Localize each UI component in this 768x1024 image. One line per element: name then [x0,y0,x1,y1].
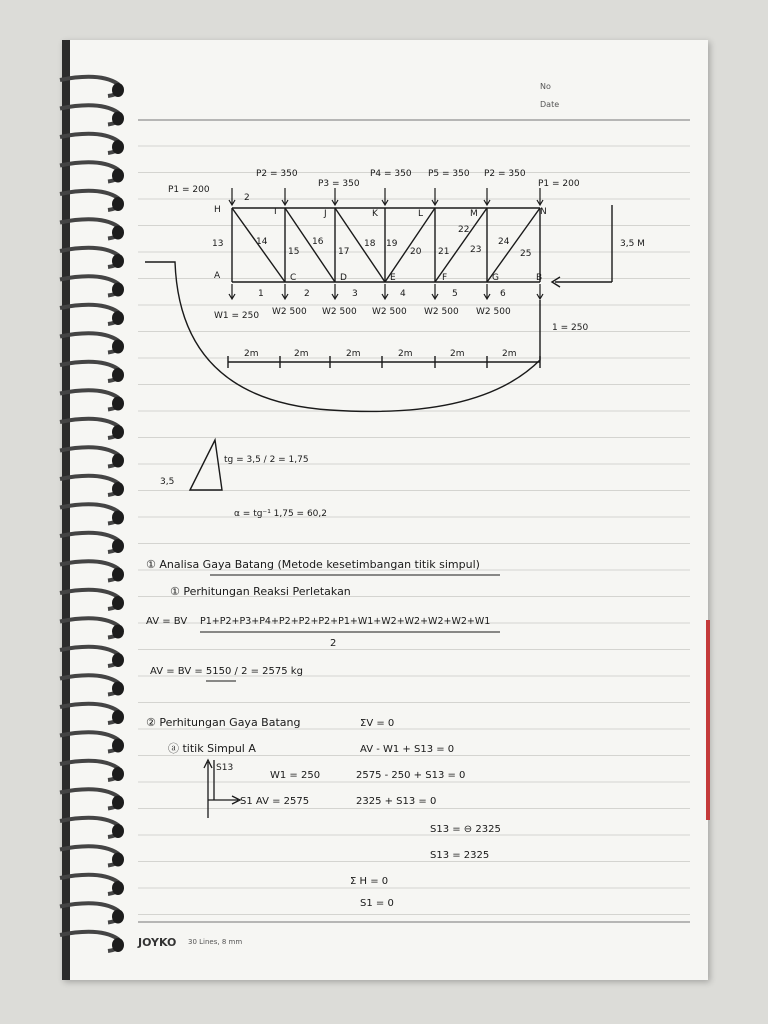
date-label: Date [540,100,560,109]
span-1: 2m [244,349,259,359]
node-j: J [324,209,327,219]
right-load: 1 = 250 [552,323,589,333]
node-a: A [214,271,221,281]
node-c: C [290,273,297,283]
load-w2-1: W2 500 [272,307,307,317]
span-6: 2m [502,349,517,359]
member-21: 21 [438,247,450,257]
angle-side: 3,5 [160,477,175,487]
member-13: 13 [212,239,224,249]
member-18: 18 [364,239,376,249]
member-5: 5 [452,289,458,299]
s13-label: S13 [216,763,234,773]
no-label: No [540,82,551,91]
member-14: 14 [256,237,268,247]
node-g: G [492,273,499,283]
member-4: 4 [400,289,406,299]
section1-sub: ① Perhitungan Reaksi Perletakan [170,585,351,598]
eq1-numerator: P1+P2+P3+P4+P2+P2+P2+P1+W1+W2+W2+W2+W2+W1 [200,616,491,627]
eq2: AV = BV = 5150 / 2 = 2575 kg [150,666,303,677]
load-w2-4: W2 500 [424,307,459,317]
brand-name: JOYKO [138,936,177,949]
eq-sh-1: S1 = 0 [360,898,394,909]
node-f: F [442,273,448,283]
node-m: M [470,209,478,219]
member-23: 23 [470,245,482,255]
node-i: I [274,207,277,217]
eq-sv-1: AV - W1 + S13 = 0 [360,744,455,755]
brand-sub: 30 Lines, 8 mm [188,938,243,946]
member-3: 3 [352,289,358,299]
load-p5: P5 = 350 [428,169,470,179]
eq-sv-3: 2325 + S13 = 0 [356,796,437,807]
node-l: L [418,209,424,219]
w1-value: W1 = 250 [270,770,321,781]
eq1-denominator: 2 [330,638,337,649]
load-p2-right: P2 = 350 [484,169,526,179]
member-2-top: 2 [244,193,250,203]
node-d: D [340,273,347,283]
node-n: N [540,207,547,217]
load-w1: W1 = 250 [214,311,260,321]
node-b: B [536,273,543,283]
node-k: K [372,209,378,219]
load-p1-left: P1 = 200 [168,185,210,195]
member-25: 25 [520,249,532,259]
member-15: 15 [288,247,300,257]
member-17: 17 [338,247,350,257]
eq1-lhs: AV = BV [146,616,188,627]
span-5: 2m [450,349,465,359]
load-w2-5: W2 500 [476,307,511,317]
section2-sub: ⓐ titik Simpul A [168,742,256,755]
load-p3: P3 = 350 [318,179,360,189]
member-6: 6 [500,289,506,299]
span-4: 2m [398,349,413,359]
node-e: E [390,273,396,283]
s1-av: S1 AV = 2575 [240,796,310,807]
member-24: 24 [498,237,510,247]
load-p4: P4 = 350 [370,169,412,179]
eq-sv-5: S13 = 2325 [430,850,490,861]
member-2: 2 [304,289,310,299]
member-16: 16 [312,237,324,247]
section1-title: ① Analisa Gaya Batang (Metode kesetimbangan titik simpul) [146,558,480,571]
section2-title: ② Perhitungan Gaya Batang [146,716,301,729]
eq-sv-4: S13 = ⊖ 2325 [430,824,501,835]
eq-sv-2: 2575 - 250 + S13 = 0 [356,770,466,781]
load-p2: P2 = 350 [256,169,298,179]
span-3: 2m [346,349,361,359]
member-20: 20 [410,247,422,257]
eq-sv: ΣV = 0 [360,718,395,729]
eq-sh: Σ H = 0 [350,876,389,887]
tg-formula: tg = 3,5 / 2 = 1,75 [224,455,309,465]
member-1: 1 [258,289,264,299]
span-2: 2m [294,349,309,359]
load-w2-2: W2 500 [322,307,357,317]
truss-height: 3,5 M [620,239,645,249]
node-h: H [214,205,221,215]
member-22: 22 [458,225,470,235]
member-19: 19 [386,239,398,249]
load-p1-right: P1 = 200 [538,179,580,189]
load-w2-3: W2 500 [372,307,407,317]
alpha-formula: α = tg⁻¹ 1,75 = 60,2 [234,509,327,519]
